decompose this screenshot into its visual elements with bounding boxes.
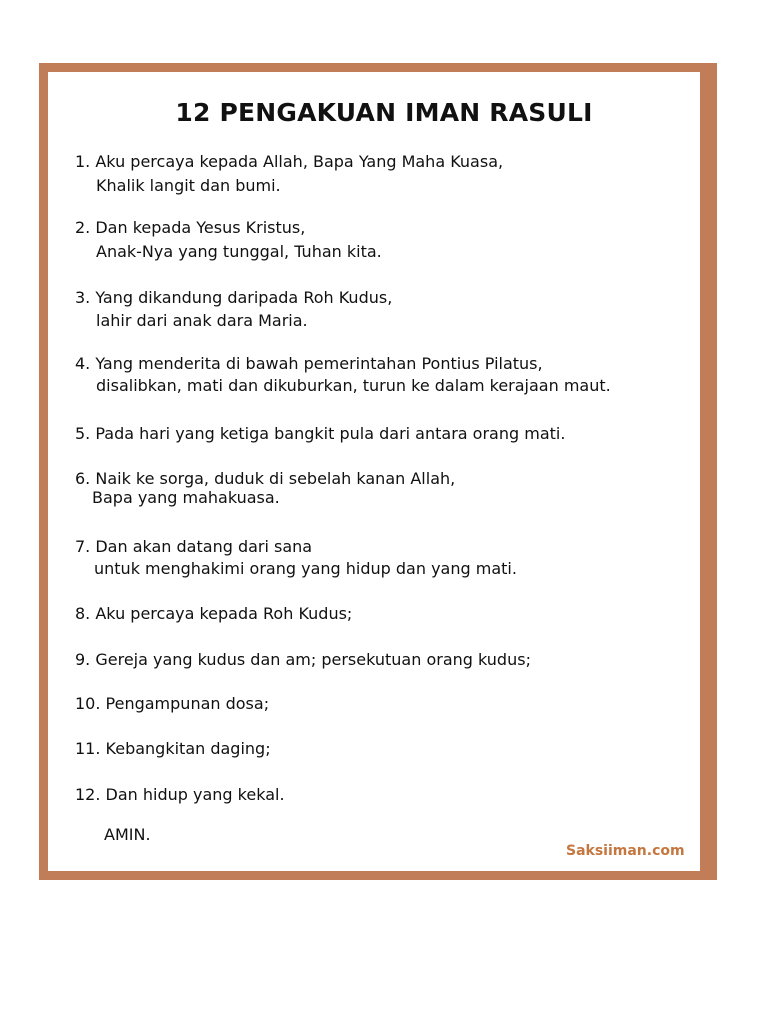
- creed-item-5-line-1: 5. Pada hari yang ketiga bangkit pula dari antara orang mati.: [75, 424, 566, 443]
- creed-item-9-line-1: 9. Gereja yang kudus dan am; persekutuan orang kudus;: [75, 650, 531, 669]
- creed-item-3-line-1: 3. Yang dikandung daripada Roh Kudus,: [75, 288, 393, 307]
- creed-item-2-line-1: 2. Dan kepada Yesus Kristus,: [75, 218, 306, 237]
- creed-item-12-line-1: 12. Dan hidup yang kekal.: [75, 785, 285, 804]
- document-title: 12 PENGAKUAN IMAN RASULI: [175, 98, 593, 127]
- creed-item-3-line-2: lahir dari anak dara Maria.: [96, 311, 308, 330]
- creed-item-8-line-1: 8. Aku percaya kepada Roh Kudus;: [75, 604, 353, 623]
- closing-amen: AMIN.: [104, 825, 151, 844]
- creed-item-4-line-2: disalibkan, mati dan dikuburkan, turun ke dalam kerajaan maut.: [96, 376, 611, 395]
- creed-item-1-line-2: Khalik langit dan bumi.: [96, 176, 281, 195]
- creed-item-11-line-1: 11. Kebangkitan daging;: [75, 739, 271, 758]
- creed-item-10-line-1: 10. Pengampunan dosa;: [75, 694, 270, 713]
- creed-item-4-line-1: 4. Yang menderita di bawah pemerintahan Pontius Pilatus,: [75, 354, 543, 373]
- creed-item-7-line-1: 7. Dan akan datang dari sana: [75, 537, 313, 556]
- creed-item-1-line-1: 1. Aku percaya kepada Allah, Bapa Yang Maha Kuasa,: [75, 152, 504, 171]
- source-watermark: Saksiiman.com: [566, 843, 685, 859]
- creed-item-6-line-2: Bapa yang mahakuasa.: [92, 488, 280, 507]
- creed-item-2-line-2: Anak-Nya yang tunggal, Tuhan kita.: [96, 242, 382, 261]
- creed-item-7-line-2: untuk menghakimi orang yang hidup dan yang mati.: [94, 559, 517, 578]
- creed-item-6-line-1: 6. Naik ke sorga, duduk di sebelah kanan Allah,: [75, 469, 456, 488]
